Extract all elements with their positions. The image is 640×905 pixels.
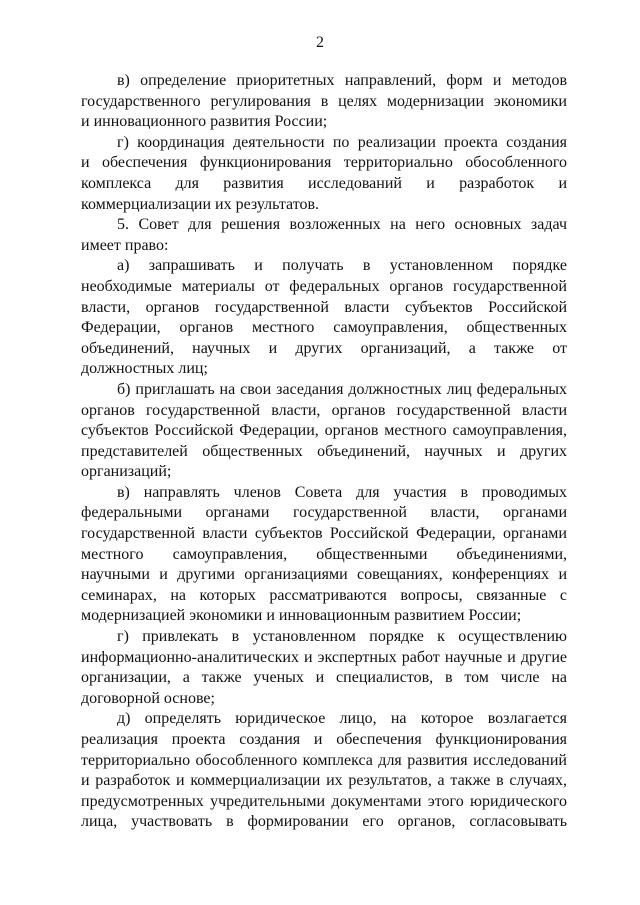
text-line: представителей общественных объединений, научных и других — [81, 442, 567, 460]
paragraph-item-a-request — [81, 256, 567, 380]
text-line: а) запрашивать и получать в установленном порядке — [117, 257, 567, 275]
text-line: модернизацией экономики и инновационным развитием России; — [81, 607, 522, 625]
paragraph-item-v-delegate — [81, 483, 567, 627]
text-line: в) определение приоритетных направлений, форм и методов — [117, 72, 567, 89]
text-line: д) определять юридическое лицо, на которое возлагается — [117, 710, 567, 728]
text-line: организации, а также ученых и специалистов, в том числе на — [81, 669, 567, 687]
paragraph-item-d-legal-entity — [81, 709, 567, 833]
text-line: в) направлять членов Совета для участия в проводимых — [117, 483, 567, 501]
text-line: б) приглашать на свои заседания должностных лиц федеральных — [117, 380, 567, 398]
text-line: и инновационного развития России; — [81, 113, 328, 131]
text-line: организаций; — [81, 463, 172, 481]
paragraph-item-g-coordination — [81, 133, 567, 215]
text-line: лица, участвовать в формировании его органов, согласовывать — [81, 813, 567, 831]
text-line: информационно-аналитических и экспертных работ научные и другие — [81, 648, 567, 666]
text-line: субъектов Российской Федерации, органов местного самоуправления, — [81, 422, 567, 440]
text-line: коммерциализации их результатов. — [81, 195, 320, 213]
text-line: реализация проекта создания и обеспечения функционирования — [81, 731, 567, 748]
document-body — [81, 71, 567, 833]
text-line: договорной основе; — [81, 689, 215, 707]
text-line: и разработок и коммерциализации их результатов, а также в случаях, — [81, 772, 567, 790]
text-line: органов государственной власти, органов государственной власти — [81, 401, 567, 419]
text-line: объединений, научных и других организаций, а также от — [81, 339, 567, 357]
text-line: научными и другими организациями совещаниях, конференциях и — [81, 566, 567, 584]
text-line: предусмотренных учредительными документами этого юридического — [81, 792, 567, 810]
paragraph-section-5-intro — [81, 215, 567, 256]
text-line: территориально обособленного комплекса для развития исследований — [81, 751, 567, 769]
text-line: 5. Совет для решения возложенных на него основных задач — [117, 216, 567, 234]
text-line: должностных лиц; — [81, 360, 208, 378]
paragraph-item-v-priorities — [81, 71, 567, 133]
text-line: Федерации, органов местного самоуправления, общественных — [81, 319, 567, 337]
page-number: 2 — [316, 34, 324, 51]
paragraph-item-g-engage — [81, 627, 567, 709]
text-line: государственного регулирования в целях модернизации экономики — [81, 92, 567, 110]
text-line: комплекса для развития исследований и разработок и — [81, 174, 567, 192]
text-line: имеет право: — [81, 236, 169, 254]
text-line: необходимые материалы от федеральных органов государственной — [81, 277, 567, 295]
paragraph-item-b-invite — [81, 380, 567, 483]
text-line: г) привлекать в установленном порядке к осуществлению — [117, 628, 567, 646]
text-line: и обеспечения функционирования территориально обособленного — [81, 154, 567, 172]
text-line: местного самоуправления, общественными объединениями, — [81, 545, 567, 563]
text-line: государственной власти субъектов Российской Федерации, органами — [81, 525, 567, 543]
text-line: федеральными органами государственной власти, органами — [81, 504, 567, 522]
text-line: г) координация деятельности по реализации проекта создания — [117, 133, 567, 151]
text-line: власти, органов государственной власти субъектов Российской — [81, 298, 567, 316]
text-line: семинарах, на которых рассматриваются вопросы, связанные с — [81, 586, 567, 604]
